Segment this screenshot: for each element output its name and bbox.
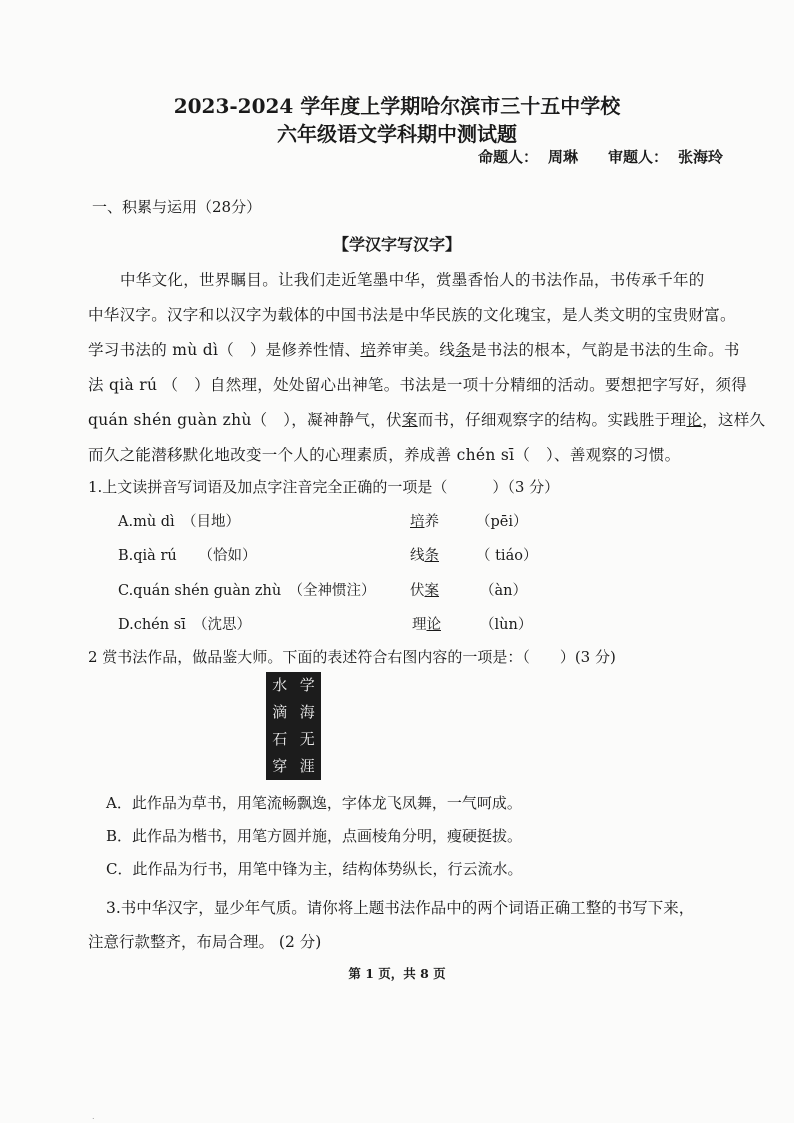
q2-option-a: A．此作品为草书，用笔流畅飘逸，字体龙飞凤舞，一气呵成。 bbox=[106, 794, 522, 812]
passage-line-1: 中华文化，世界瞩目。让我们走近笔墨中华，赏墨香怡人的书法作品，书传承千年的 bbox=[120, 271, 705, 289]
q2-option-c: C．此作品为行书，用笔中锋为主，结构体势纵长，行云流水。 bbox=[106, 860, 523, 878]
word-char: 理 bbox=[412, 617, 427, 633]
passage-line-4: 法 qià rú （ ）自然理，处处留心出神笔。书法是一项十分精细的活动。要想把字写好，须得 bbox=[88, 376, 748, 394]
section-subheading: 【学汉字写汉字】 bbox=[332, 235, 461, 254]
q1-option-b-word bbox=[410, 544, 439, 565]
word-char: 伏 bbox=[410, 583, 425, 599]
reviewer-name: 张海玲 bbox=[678, 148, 724, 166]
passage-line-3 bbox=[88, 338, 740, 360]
section-heading: 一、积累与运用（28分） bbox=[92, 198, 262, 216]
author-name: 周琳 bbox=[548, 148, 579, 166]
passage-line-2: 中华汉字。汉字和以汉字为载体的中国书法是中华民族的文化瑰宝，是人类文明的宝贵财富。 bbox=[88, 306, 736, 324]
q2-option-b: B．此作品为楷书，用笔方圆并施，点画棱角分明，瘦硬挺拔。 bbox=[106, 827, 523, 845]
calligraphy-char: 石 bbox=[272, 730, 288, 748]
q1-option-d-pinyin: （lùn） bbox=[480, 617, 533, 633]
calligraphy-char: 学 bbox=[299, 676, 315, 694]
word-rest: 论 bbox=[426, 617, 441, 633]
page-footer: 第 1 页，共 8 页 bbox=[348, 966, 446, 981]
passage-line-5 bbox=[88, 408, 765, 430]
author-label: 命题人： bbox=[478, 148, 539, 166]
word-char: 培 bbox=[410, 514, 425, 530]
exam-title-line2: 六年级语文学科期中测试题 bbox=[277, 122, 517, 146]
word-char: 线 bbox=[410, 548, 425, 564]
q1-stem: 1.上文读拼音写词语及加点字注音完全正确的一项是（ ）（3 分） bbox=[88, 478, 560, 496]
calligraphy-image bbox=[266, 672, 321, 780]
passage-line-3e: 是书法的根本，气韵是书法的生命。书 bbox=[471, 341, 740, 359]
q1-option-b: B.qià rú （恰如） bbox=[118, 548, 257, 564]
calligraphy-char: 无 bbox=[299, 730, 315, 748]
passage-line-6: 而久之能潜移默化地改变一个人的心理素质，养成善 chén sī（ ）、善观察的习惯。 bbox=[88, 446, 681, 464]
calligraphy-char: 涯 bbox=[299, 757, 315, 775]
q1-option-b-pinyin: （ tiáo） bbox=[476, 548, 538, 564]
passage-line-3c: 养审美。线 bbox=[376, 341, 456, 359]
word-rest: 养 bbox=[424, 514, 439, 530]
calligraphy-char: 滴 bbox=[272, 703, 288, 721]
calligraphy-char: 海 bbox=[299, 703, 315, 721]
passage-line-3a: 学习书法的 mù dì（ ）是修养性情、 bbox=[88, 341, 361, 359]
passage-line-5e: ，这样久 bbox=[702, 411, 766, 429]
q1-option-a-pinyin: （pēi） bbox=[476, 514, 528, 530]
word-rest: 案 bbox=[424, 583, 439, 599]
q1-option-c: C.quán shén guàn zhù （全神惯注） bbox=[118, 583, 376, 599]
q1-option-c-word bbox=[410, 579, 439, 600]
passage-line-5c: 而书，仔细观察字的结构。实践胜于理 bbox=[417, 411, 687, 429]
reviewer-label: 审题人： bbox=[608, 148, 669, 166]
passage-line-5a: quán shén guàn zhù（ ），凝神静气，伏 bbox=[88, 411, 402, 429]
q3-line2: 注意行款整齐，布局合理。 (2 分) bbox=[88, 933, 322, 951]
q1-option-a-word bbox=[410, 510, 439, 531]
q2-stem: 2 赏书法作品，做品鉴大师。下面的表述符合右图内容的一项是：（ ）(3 分) bbox=[88, 648, 616, 666]
q1-option-d: D.chén sī （沈思） bbox=[118, 617, 252, 633]
dotted-char-tiao: 条 bbox=[455, 341, 472, 359]
dotted-char-lun: 论 bbox=[686, 411, 703, 429]
exam-title-line1: 2023-2024 学年度上学期哈尔滨市三十五中学校 bbox=[173, 94, 621, 118]
q1-option-a: A.mù dì （目地） bbox=[118, 514, 240, 530]
calligraphy-char: 穿 bbox=[272, 757, 288, 775]
q3-line1: 3.书中华汉字，显少年气质。请你将上题书法作品中的两个词语正确工整的书写下来， bbox=[106, 899, 695, 917]
authors-line bbox=[478, 146, 733, 167]
q1-option-d-word bbox=[412, 613, 441, 634]
dotted-char-an: 案 bbox=[401, 411, 418, 429]
calligraphy-char: 水 bbox=[272, 676, 288, 694]
dotted-char-pei: 培 bbox=[360, 341, 377, 359]
word-rest: 条 bbox=[424, 548, 439, 564]
q1-option-c-pinyin: （àn） bbox=[480, 583, 527, 599]
scan-mark: . bbox=[92, 1112, 95, 1121]
